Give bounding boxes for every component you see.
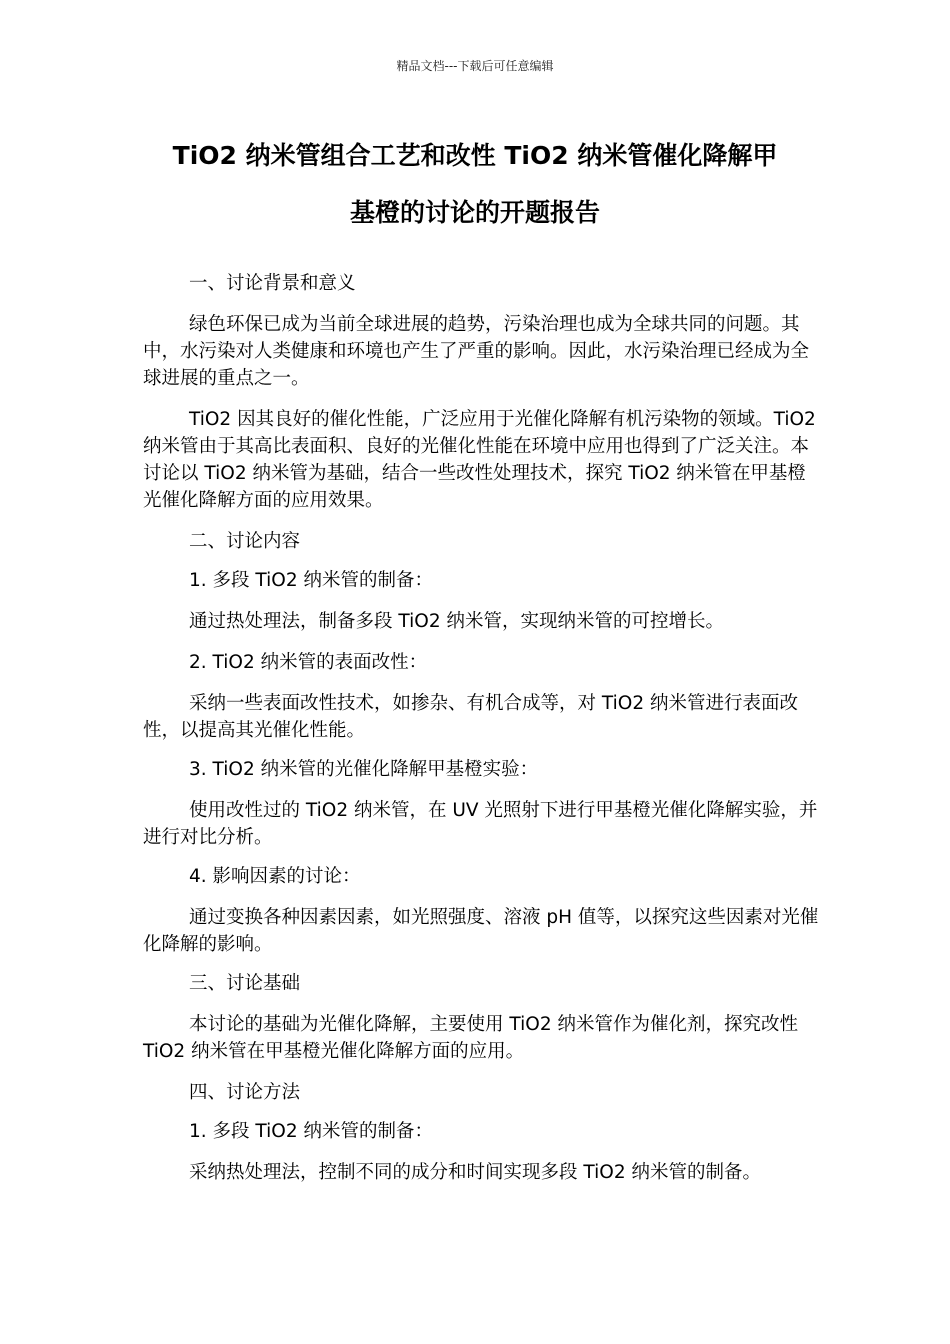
section-1-heading: 一、讨论背景和意义 (189, 273, 356, 294)
section-2-item-1-text: 通过热处理法，制备多段 TiO2 纳米管，实现纳米管的可控增长。 (189, 611, 724, 632)
header-note: 精品文档---下载后可任意编辑 (396, 59, 554, 73)
section-4-item-1-heading: 1. 多段 TiO2 纳米管的制备： (189, 1121, 433, 1142)
section-2-item-2-heading: 2. TiO2 纳米管的表面改性： (189, 652, 428, 673)
section-1-paragraph-2: TiO2 因其良好的催化性能，广泛应用于光催化降解有机污染物的领域。TiO2 纳米管由于其高比表面积、良好的光催化性能在环境中应用也得到了广泛关注。本讨论以 TiO2 纳米管为基础，结合一些改性处理技术，探究 TiO2 纳米管在甲基橙光催化降解方面的应用效果。 (143, 409, 816, 511)
title-line-2: 基橙的讨论的开题报告 (349, 198, 600, 227)
title-line-1: TiO2 纳米管组合工艺和改性 TiO2 纳米管催化降解甲 (172, 141, 778, 170)
section-2-item-1-heading: 1. 多段 TiO2 纳米管的制备： (189, 570, 433, 591)
section-2-heading: 二、讨论内容 (189, 531, 301, 552)
section-2-item-2-text: 采纳一些表面改性技术，如掺杂、有机合成等，对 TiO2 纳米管进行表面改性，以提高其光催化性能。 (143, 693, 798, 741)
section-2-item-3-heading: 3. TiO2 纳米管的光催化降解甲基橙实验： (189, 759, 539, 780)
section-4-item-1-text: 采纳热处理法，控制不同的成分和时间实现多段 TiO2 纳米管的制备。 (189, 1162, 761, 1183)
section-2-item-4-text: 通过变换各种因素因素，如光照强度、溶液 pH 值等，以探究这些因素对光催化降解的影响。 (143, 907, 819, 955)
section-4-heading: 四、讨论方法 (189, 1082, 301, 1103)
section-3-paragraph-1: 本讨论的基础为光催化降解，主要使用 TiO2 纳米管作为催化剂，探究改性 TiO2 纳米管在甲基橙光催化降解方面的应用。 (143, 1014, 798, 1062)
section-1-paragraph-1: 绿色环保已成为当前全球进展的趋势，污染治理也成为全球共同的问题。其中，水污染对人类健康和环境也产生了严重的影响。因此，水污染治理已经成为全球进展的重点之一。 (143, 314, 810, 389)
section-3-heading: 三、讨论基础 (189, 973, 301, 994)
section-2-item-3-text: 使用改性过的 TiO2 纳米管，在 UV 光照射下进行甲基橙光催化降解实验，并进行对比分析。 (143, 800, 818, 848)
section-2-item-4-heading: 4. 影响因素的讨论： (189, 866, 361, 887)
document-body (143, 270, 823, 1186)
